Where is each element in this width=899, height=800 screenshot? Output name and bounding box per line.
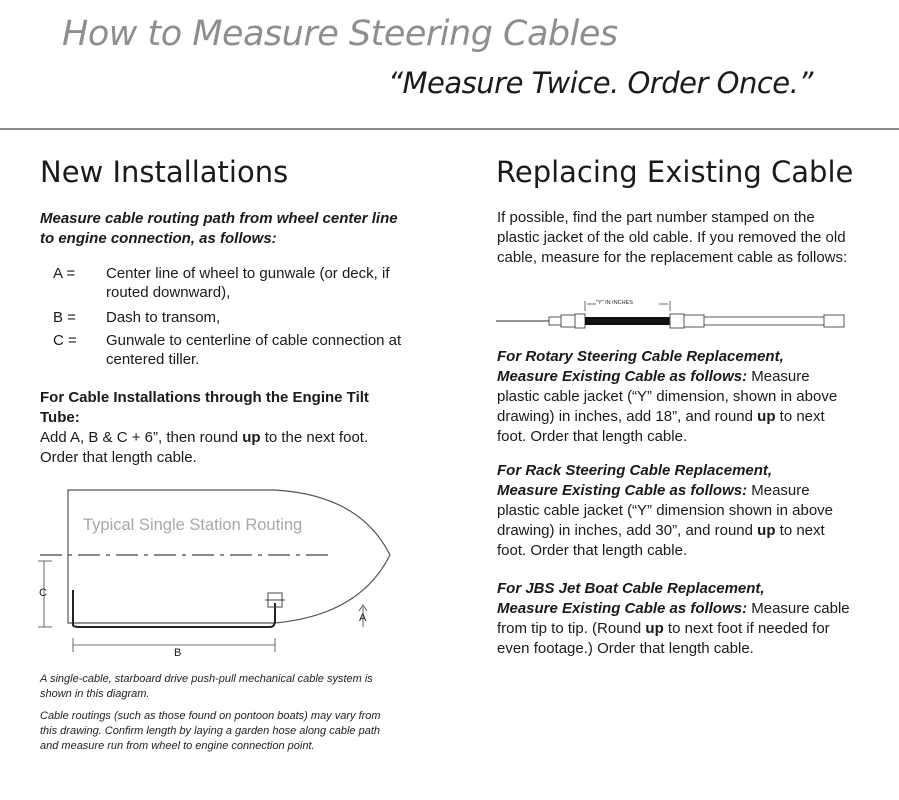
replacing-intro: If possible, find the part number stamped on the plastic jacket of the old cable. If you removed the old cable, measure for the replacement cable as follows: — [497, 209, 848, 266]
dimension-a-label: A — [359, 612, 367, 624]
cable-end-fitting-right — [670, 314, 684, 328]
dimension-b-label: B — [174, 647, 182, 659]
definition-key: B = — [53, 309, 76, 326]
header-divider — [0, 128, 899, 130]
cable-drawing — [494, 295, 854, 337]
rotary-section — [497, 347, 847, 447]
definition-a — [53, 264, 413, 304]
jbs-heading: For JBS Jet Boat Cable Replacement, — [497, 580, 765, 597]
cable-path — [73, 590, 275, 627]
cable-end-fitting-left — [575, 314, 585, 328]
tilt-tube-text: Add A, B & C + 6”, then round up to the next foot. Order that length cable. — [40, 429, 369, 466]
dimension-c-label: C — [39, 587, 47, 599]
cable-jacket — [585, 317, 670, 325]
definition-text: Center line of wheel to gunwale (or deck, if routed downward), — [106, 265, 390, 301]
definition-text: Dash to transom, — [106, 309, 221, 326]
diagram-caption-2: Cable routings (such as those found on pontoon boats) may vary from this drawing. Confirm length by laying a garden hose along cable path and measure run from wheel to engine connection point. — [40, 710, 381, 752]
definition-key: C = — [53, 332, 77, 349]
page-title: How to Measure Steering Cables — [62, 14, 618, 54]
page-subtitle: “Measure Twice. Order Once.” — [388, 66, 813, 100]
diagram-label: Typical Single Station Routing — [83, 516, 303, 534]
definition-c — [53, 331, 413, 371]
definition-b — [53, 308, 413, 328]
boat-hull-outline — [68, 490, 390, 623]
definition-text: Gunwale to centerline of cable connection at centered tiller. — [106, 332, 402, 368]
rack-body: Measure Existing Cable as follows: Measure plastic cable jacket (“Y” dimension shown in above drawing) in inches, add 30”, and round up to next foot. Order that length cable. — [497, 482, 833, 559]
boat-routing-diagram — [30, 485, 410, 665]
rack-section — [497, 461, 847, 561]
y-dimension-label: "Y" IN INCHES — [596, 300, 633, 306]
rack-heading: For Rack Steering Cable Replacement, — [497, 462, 773, 479]
jbs-section — [497, 579, 852, 659]
definition-key: A = — [53, 265, 76, 282]
new-installations-heading: New Installations — [40, 155, 289, 189]
rotary-heading: For Rotary Steering Cable Replacement, — [497, 348, 784, 365]
rotary-body: Measure Existing Cable as follows: Measure plastic cable jacket (“Y” dimension, shown in above drawing) in inches, add 18”, and round up to next foot. Order that length cable. — [497, 368, 838, 445]
diagram-caption-1: A single-cable, starboard drive push-pull mechanical cable system is shown in this diagram. — [40, 673, 373, 700]
jbs-body: Measure Existing Cable as follows: Measure cable from tip to tip. (Round up to next foot if needed for even footage.) Order that length cable. — [497, 600, 850, 657]
replacing-heading: Replacing Existing Cable — [496, 155, 854, 189]
new-installations-intro: Measure cable routing path from wheel center line to engine connection, as follows: — [40, 210, 398, 247]
tilt-tube-heading: For Cable Installations through the Engine Tilt Tube: — [40, 389, 369, 426]
